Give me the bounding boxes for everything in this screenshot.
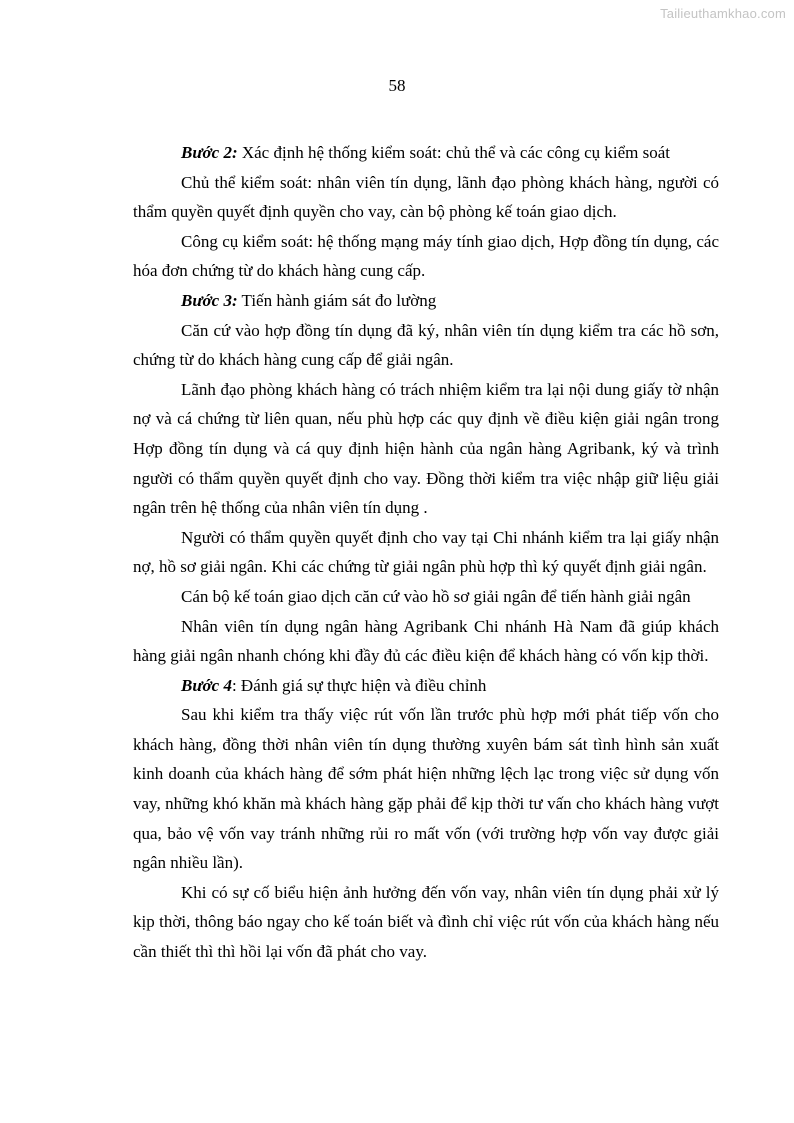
paragraph-step-3 [133,286,719,316]
paragraph-control-subjects: Chủ thể kiểm soát: nhân viên tín dụng, lãnh đạo phòng khách hàng, người có thẩm quyền quyết định quyền cho vay, càn bộ phòng kế toán giao dịch. [133,172,719,222]
step-3-text: Tiến hành giám sát đo lường [237,290,437,310]
step-2-text: Xác định hệ thống kiểm soát: chủ thể và các công cụ kiểm soát [237,143,671,162]
paragraph-authority-approval: Người có thẩm quyền quyết định cho vay tại Chi nhánh kiểm tra lại giấy nhận nợ, hồ sơ giải ngân. Khi các chứng từ giải ngân phù hợp thì ký quyết định giải ngân. [133,527,719,577]
document-body [133,138,719,967]
paragraph-monitoring: Sau khi kiểm tra thấy việc rút vốn lần trước phù hợp mới phát tiếp vốn cho khách hàng, đồng thời nhân viên tín dụng thường xuyên bám sát tình hình sản xuất kinh doanh của khách hàng để sớm phát hiện những lệch lạc trong việc sử dụng vốn vay, những khó khăn mà khách hàng gặp phải để kịp thời tư vấn cho khách hàng vượt qua, bảo vệ vốn vay tránh những rủi ro mất vốn (với trường hợp vốn vay được giải ngân nhiều lần). [133,705,719,873]
paragraph-control-tools: Công cụ kiểm soát: hệ thống mạng máy tính giao dịch, Hợp đồng tín dụng, các hóa đơn chứng từ do khách hàng cung cấp. [133,231,719,281]
watermark-text: Tailieuthamkhao.com [660,6,786,21]
step-3-label: Bước 3: [181,290,238,310]
paragraph-step-2 [133,138,719,168]
step-4-text: : Đánh giá sự thực hiện và điều chỉnh [231,675,487,695]
step-2-label: Bước 2: [181,143,238,162]
page-number: 58 [388,76,406,95]
paragraph-fast-disbursement: Nhân viên tín dụng ngân hàng Agribank Chi nhánh Hà Nam đã giúp khách hàng giải ngân nhanh chóng khi đầy đủ các điều kiện để khách hàng có vốn kịp thời. [133,616,719,666]
paragraph-contract-check: Căn cứ vào hợp đồng tín dụng đã ký, nhân viên tín dụng kiểm tra các hồ sơn, chứng từ do khách hàng cung cấp để giải ngân. [133,320,719,370]
step-4-label: Bước 4 [181,675,232,695]
paragraph-incident-handling: Khi có sự cố biểu hiện ảnh hưởng đến vốn vay, nhân viên tín dụng phải xử lý kịp thời, thông báo ngay cho kế toán biết và đình chỉ việc rút vốn của khách hàng nếu cần thiết thì thì hồi lại vốn đã phát cho vay. [133,882,719,962]
paragraph-leadership-review: Lãnh đạo phòng khách hàng có trách nhiệm kiểm tra lại nội dung giấy tờ nhận nợ và cá chứng từ liên quan, nếu phù hợp các quy định về điều kiện giải ngân trong Hợp đồng tín dụng và cá quy định hiện hành của ngân hàng Agribank, ký và trình người có thẩm quyền quyết định cho vay. Đồng thời kiểm tra việc nhập giữ liệu giải ngân trên hệ thống của nhân viên tín dụng . [133,379,719,518]
paragraph-step-4 [133,671,719,701]
paragraph-accounting-disbursement: Cán bộ kế toán giao dịch căn cứ vào hồ sơ giải ngân để tiến hành giải ngân [181,586,691,606]
